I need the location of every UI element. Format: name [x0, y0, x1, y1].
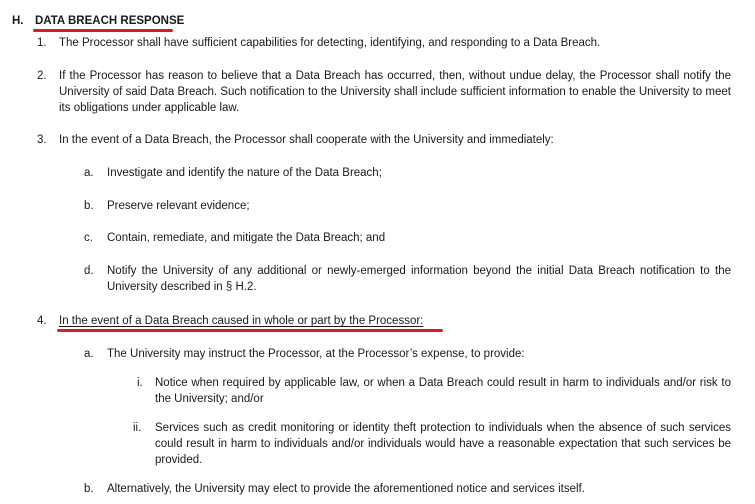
item-1-number: 1.	[37, 37, 47, 49]
item-3d-text: Notify the University of any additional or newly-emerged information beyond the initial Data Breach notification to the University described in § H.2.	[107, 265, 731, 293]
section-letter: H.	[12, 15, 24, 27]
item-4b-text: Alternatively, the University may elect to provide the aforementioned notice and services itself.	[107, 483, 585, 495]
item-2-number: 2.	[37, 70, 47, 82]
item-4a-i-number: i.	[137, 377, 143, 389]
item-4a-text: The University may instruct the Processor, at the Processor’s expense, to provide:	[107, 348, 525, 360]
section-title: DATA BREACH RESPONSE	[35, 15, 185, 27]
item-3b-text: Preserve relevant evidence;	[107, 200, 250, 212]
item-4b-number: b.	[84, 483, 94, 495]
item-3c-number: c.	[84, 232, 93, 244]
item-4a-number: a.	[84, 348, 94, 360]
item-4a-ii-text: Services such as credit monitoring or identity theft protection to individuals when the absence of such services could result in harm to individuals and/or individuals would have a reasonable expectation that such services be provided.	[155, 422, 731, 466]
item-3d-number: d.	[84, 265, 94, 277]
item-3a-text: Investigate and identify the nature of the Data Breach;	[107, 167, 382, 179]
item-4a-i-text: Notice when required by applicable law, or when a Data Breach could result in harm to individuals and/or risk to the University; and/or	[155, 377, 731, 405]
item-1-text: The Processor shall have sufficient capabilities for detecting, identifying, and responding to a Data Breach.	[59, 37, 601, 49]
item-3c-text: Contain, remediate, and mitigate the Data Breach; and	[107, 232, 386, 244]
item-3b-number: b.	[84, 200, 94, 212]
item-4a-ii-number: ii.	[133, 422, 142, 434]
heading-red-underline	[33, 29, 173, 32]
item-2-text: If the Processor has reason to believe that a Data Breach has occurred, then, without undue delay, the Processor shall notify the University of said Data Breach. Such notification to the University shall include sufficient information to enable the University to meet its obligations under applicable law.	[59, 70, 731, 114]
item-3-number: 3.	[37, 134, 47, 146]
item-4-red-underline	[57, 329, 443, 332]
item-3a-number: a.	[84, 167, 94, 179]
item-4-number: 4.	[37, 315, 47, 327]
item-3-text: In the event of a Data Breach, the Processor shall cooperate with the University and immediately:	[59, 134, 554, 146]
item-4-text: In the event of a Data Breach caused in whole or part by the Processor:	[59, 315, 424, 327]
